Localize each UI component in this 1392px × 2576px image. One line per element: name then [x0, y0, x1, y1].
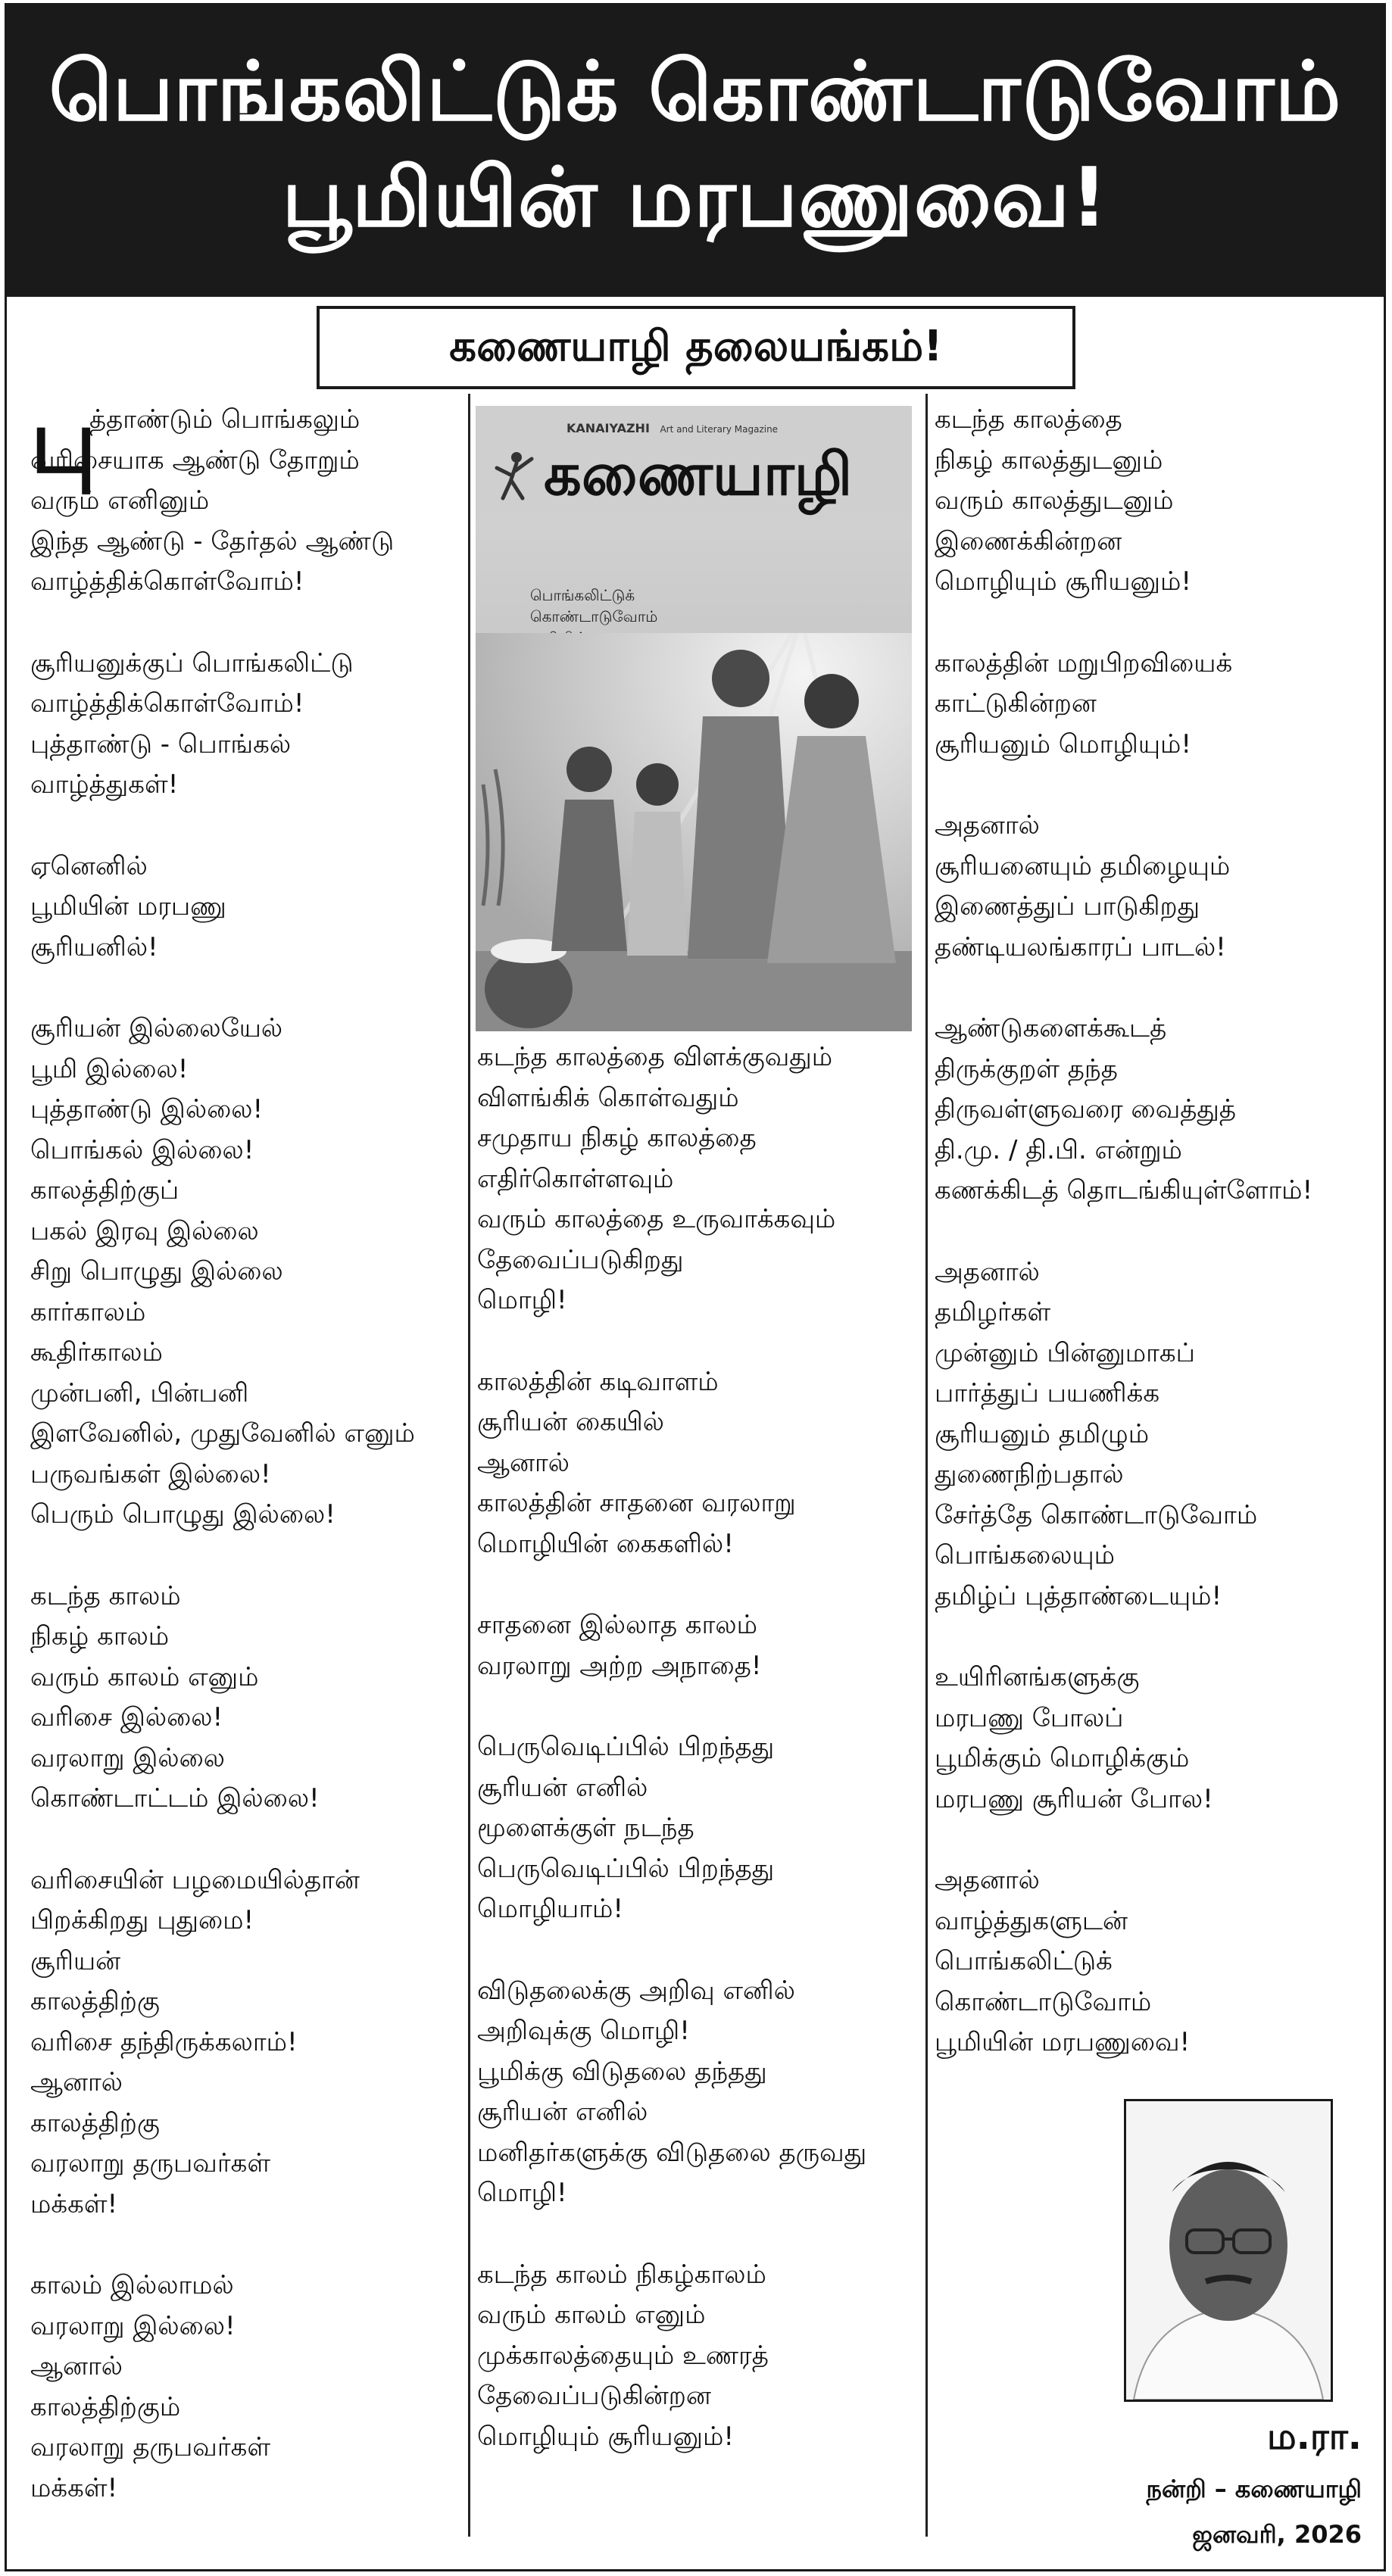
- verse-line: உயிரினங்களுக்கு: [935, 1662, 1140, 1692]
- verse-line: சூரியன் எனில்: [477, 2097, 648, 2127]
- cover-teaser-line: கொண்டாடுவோம்: [530, 607, 658, 625]
- stanza: [30, 1009, 462, 1536]
- verse-line: ஆனால்: [477, 1447, 570, 1478]
- verse-line: பூமி இல்லை!: [30, 1053, 189, 1084]
- verse-line: கூதிர்காலம்: [30, 1337, 163, 1368]
- verse-line: தேவைப்படுகின்றன: [477, 2381, 711, 2411]
- verse-line: வரிசையின் பழமையில்தான்: [30, 1864, 360, 1895]
- verse-line: கொண்டாடுவோம்: [935, 1986, 1152, 2017]
- stanza: [477, 1727, 916, 1930]
- drop-cap: பு: [30, 388, 97, 493]
- verse-line: பருவங்கள் இல்லை!: [30, 1458, 271, 1489]
- cover-magazine-name: கணையாழி: [544, 441, 853, 509]
- verse-line: ஆண்டுகளைக்கூடத்: [935, 1013, 1167, 1043]
- verse-line: புத்தாண்டு இல்லை!: [30, 1094, 264, 1124]
- verse-line: காலத்திற்கு: [30, 2107, 160, 2138]
- cover-english-name: KANAIYAZHI: [566, 421, 650, 435]
- verse-line: வரலாறு தருபவர்கள்: [30, 2148, 271, 2178]
- cover-english-subtitle: Art and Literary Magazine: [660, 424, 779, 435]
- verse-line: இணைத்துப் பாடுகிறது: [935, 891, 1200, 922]
- verse-line: வரும் காலத்துடனும்: [935, 485, 1174, 516]
- verse-line: பொங்கல் இல்லை!: [30, 1134, 254, 1165]
- verse-line: காலத்திற்கும்: [30, 2391, 181, 2422]
- verse-line: சூரியன் எனில்: [477, 1772, 648, 1803]
- verse-line: மொழியின் கைகளில்!: [477, 1528, 734, 1559]
- verse-line: இந்த ஆண்டு - தேர்தல் ஆண்டு: [30, 525, 395, 557]
- verse-line: வரலாறு இல்லை!: [30, 2310, 236, 2341]
- verse-line: மொழியும் சூரியனும்!: [935, 566, 1191, 597]
- verse-line: மொழியாம்!: [477, 1894, 623, 1924]
- stanza: [477, 1971, 916, 2214]
- column-divider: [925, 394, 928, 2537]
- verse-line: மரபணு சூரியன் போல!: [935, 1783, 1213, 1814]
- verse-line: கார்காலம்: [30, 1296, 146, 1327]
- author-portrait: [1124, 2099, 1333, 2402]
- verse-line: சூரியனும் தமிழும்: [935, 1418, 1150, 1449]
- verse-line: முன்பனி, பின்பனி: [30, 1377, 249, 1408]
- verse-line: தமிழ்ப் புத்தாண்டையும்!: [935, 1580, 1222, 1611]
- verse-line: பொங்கலிட்டுக்: [935, 1946, 1113, 1976]
- title-line-1: பொங்கலிட்டுக் கொண்டாடுவோம்: [48, 45, 1342, 139]
- stanza: [935, 400, 1374, 603]
- verse-line: வரிசை இல்லை!: [30, 1702, 223, 1732]
- verse-line: மூளைக்குள் நடந்த: [477, 1813, 694, 1843]
- verse-line: பெரும் பொழுது இல்லை!: [30, 1499, 336, 1530]
- author-name: ம.ரா.: [1267, 2415, 1362, 2458]
- credit-line: நன்றி – கணையாழி: [1146, 2475, 1362, 2503]
- credit-date: ஜனவரி, 2026: [1192, 2520, 1362, 2549]
- verse-line: தி.மு. / தி.பி. என்றும்: [935, 1134, 1182, 1165]
- stanza: [935, 1658, 1374, 1820]
- verse-line: வரிசையாக ஆண்டு தோறும்: [30, 444, 360, 476]
- verse-line: சமுதாய நிகழ் காலத்தை: [477, 1123, 757, 1153]
- verse-line: வாழ்த்திக்கொள்வோம்!: [30, 566, 304, 597]
- family-praying-illustration: [476, 633, 912, 1031]
- author-photo-illustration: [1126, 2101, 1331, 2400]
- stanza: [477, 1605, 916, 1686]
- verse-line: வரலாறு இல்லை: [30, 1742, 226, 1773]
- stanza: [30, 644, 462, 806]
- verse-line: வரலாறு அற்ற அநாதை!: [477, 1650, 762, 1681]
- stanza: [30, 388, 462, 603]
- verse-line: மொழி!: [477, 2178, 567, 2208]
- verse-line: விடுதலைக்கு அறிவு எனில்: [477, 1975, 795, 2006]
- verse-line: துணைநிற்பதால்: [935, 1459, 1124, 1489]
- verse-line: ஆனால்: [30, 2351, 123, 2381]
- stanza: [935, 806, 1374, 968]
- verse-line: காலத்தின் மறுபிறவியைக்: [935, 647, 1233, 678]
- verse-line: சூரியனில்!: [30, 931, 158, 962]
- verse-line: சிறு பொழுது இல்லை: [30, 1256, 283, 1286]
- verse-line: பூமியின் மரபணு: [30, 891, 226, 922]
- stanza: [935, 1252, 1374, 1617]
- verse-line: சேர்த்தே கொண்டாடுவோம்: [935, 1499, 1258, 1530]
- verse-line: மொழியும் சூரியனும்!: [477, 2421, 734, 2452]
- verse-line: நிகழ் காலத்துடனும்: [935, 444, 1163, 476]
- verse-line: காலத்தின் கடிவாளம்: [477, 1366, 719, 1397]
- column-right: [935, 400, 1374, 2104]
- verse-line: வரலாறு தருபவர்கள்: [30, 2432, 271, 2462]
- verse-line: வரிசை தந்திருக்கலாம்!: [30, 2026, 298, 2057]
- verse-line: சூரியனுக்குப் பொங்கலிட்டு: [30, 647, 354, 678]
- verse-line: திருக்குறள் தந்த: [935, 1053, 1118, 1084]
- verse-line: அதனால்: [935, 810, 1040, 840]
- verse-line: சாதனை இல்லாத காலம்: [477, 1610, 758, 1640]
- verse-line: கணக்கிடத் தொடங்கியுள்ளோம்!: [935, 1175, 1313, 1205]
- verse-line: பெருவெடிப்பில் பிறந்தது: [477, 1732, 775, 1762]
- verse-line: பிறக்கிறது புதுமை!: [30, 1905, 254, 1935]
- verse-line: சூரியன் இல்லையேல்: [30, 1013, 283, 1043]
- verse-line-text: த்தாண்டும் பொங்கலும்: [89, 404, 360, 435]
- stanza: [935, 644, 1374, 766]
- cover-logo-icon: [489, 448, 538, 501]
- verse-line: கொண்டாட்டம் இல்லை!: [30, 1783, 320, 1813]
- verse-line: காட்டுகின்றன: [935, 688, 1097, 719]
- verse-line: பூமியின் மரபணுவை!: [935, 2027, 1191, 2057]
- verse-line: காலம் இல்லாமல்: [30, 2270, 234, 2300]
- verse-line: மக்கள்!: [30, 2472, 118, 2503]
- verse-line: புத்தாண்டு - பொங்கல்: [30, 728, 292, 759]
- verse-line: கடந்த காலம் நிகழ்காலம்: [477, 2259, 766, 2290]
- verse-line: சூரியனும் மொழியும்!: [935, 728, 1191, 759]
- verse-line: காலத்தின் சாதனை வரலாறு: [477, 1488, 796, 1518]
- stanza: [30, 1860, 462, 2225]
- stanza: [30, 847, 462, 968]
- stanza: [30, 2266, 462, 2509]
- verse-line: மொழி!: [477, 1285, 567, 1315]
- verse-line: மக்கள்!: [30, 2188, 118, 2219]
- stanza: [935, 1860, 1374, 2063]
- stanza: [477, 1362, 916, 1565]
- verse-line: பொங்கலையும்: [935, 1540, 1115, 1570]
- verse-line: பார்த்துப் பயணிக்க: [935, 1378, 1160, 1408]
- verse-line: வரும் எனினும்: [30, 485, 210, 516]
- verse-line: சூரியன்: [30, 1945, 121, 1976]
- verse-line: பெருவெடிப்பில் பிறந்தது: [477, 1853, 775, 1884]
- verse-line: வரும் காலம் எனும்: [477, 2300, 706, 2330]
- verse-line: அதனால்: [935, 1256, 1040, 1287]
- verse-line: வாழ்த்திக்கொள்வோம்!: [30, 688, 304, 719]
- verse-line: திருவள்ளுவரை வைத்துத்: [935, 1094, 1237, 1124]
- verse-line: சூரியனையும் தமிழையும்: [935, 850, 1231, 881]
- verse-line: தமிழர்கள்: [935, 1297, 1051, 1327]
- verse-line: வாழ்த்துகள்!: [30, 769, 179, 800]
- verse-line: தண்டியலங்காரப் பாடல்!: [935, 931, 1226, 962]
- verse-line: கடந்த காலத்தை: [935, 404, 1122, 435]
- verse-line: மரபணு போலப்: [935, 1702, 1124, 1733]
- stanza: [477, 1037, 916, 1321]
- cover-teaser-line: பொங்கலிட்டுக்: [530, 586, 635, 604]
- stanza: [935, 1009, 1374, 1212]
- verse-line: இணைக்கின்றன: [935, 525, 1122, 557]
- verse-line: விளங்கிக் கொள்வதும்: [477, 1082, 739, 1113]
- verse-line: கடந்த காலத்தை விளக்குவதும்: [477, 1042, 833, 1072]
- verse-line: அறிவுக்கு மொழி!: [477, 2016, 690, 2046]
- verse-line: வரும் காலத்தை உருவாக்கவும்: [477, 1204, 836, 1234]
- verse-line: ஏனெனில்: [30, 850, 148, 881]
- verse-line: காலத்திற்கு: [30, 1986, 160, 2016]
- verse-line: சூரியன் கையில்: [477, 1407, 664, 1437]
- verse-line: எதிர்கொள்ளவும்: [477, 1163, 674, 1194]
- stanza: [30, 1576, 462, 1820]
- verse-line: பூமிக்கும் மொழிக்கும்: [935, 1743, 1190, 1773]
- magazine-cover-image: [476, 406, 912, 1031]
- verse-line: கடந்த காலம்: [30, 1580, 181, 1611]
- title-line-2: பூமியின் மரபணுவை!: [282, 151, 1109, 245]
- verse-line: இளவேனில், முதுவேனில் எனும்: [30, 1418, 415, 1449]
- column-divider: [468, 394, 470, 2537]
- verse-line: ஆனால்: [30, 2067, 123, 2097]
- verse-line: மனிதர்களுக்கு விடுதலை தருவது: [477, 2137, 867, 2168]
- title-banner: [5, 3, 1386, 297]
- editorial-subtitle: கணையாழி தலையங்கம்!: [317, 306, 1075, 389]
- verse-line: நிகழ் காலம்: [30, 1621, 170, 1651]
- verse-line: முக்காலத்தையும் உணரத்: [477, 2340, 769, 2371]
- verse-line: முன்னும் பின்னுமாகப்: [935, 1337, 1195, 1368]
- verse-line: தேவைப்படுகிறது: [477, 1244, 684, 1275]
- cover-english-title: [566, 421, 778, 435]
- verse-line: காலத்திற்குப்: [30, 1175, 179, 1205]
- column-middle: [477, 1037, 916, 2498]
- verse-line: பூமிக்கு விடுதலை தந்தது: [477, 2056, 767, 2087]
- verse-line: வரும் காலம் எனும்: [30, 1661, 259, 1692]
- verse-line: வாழ்த்துகளுடன்: [935, 1905, 1128, 1936]
- verse-line: பகல் இரவு இல்லை: [30, 1215, 259, 1246]
- verse-line: அதனால்: [935, 1865, 1040, 1895]
- column-left: [30, 388, 462, 2549]
- stanza: [477, 2255, 916, 2458]
